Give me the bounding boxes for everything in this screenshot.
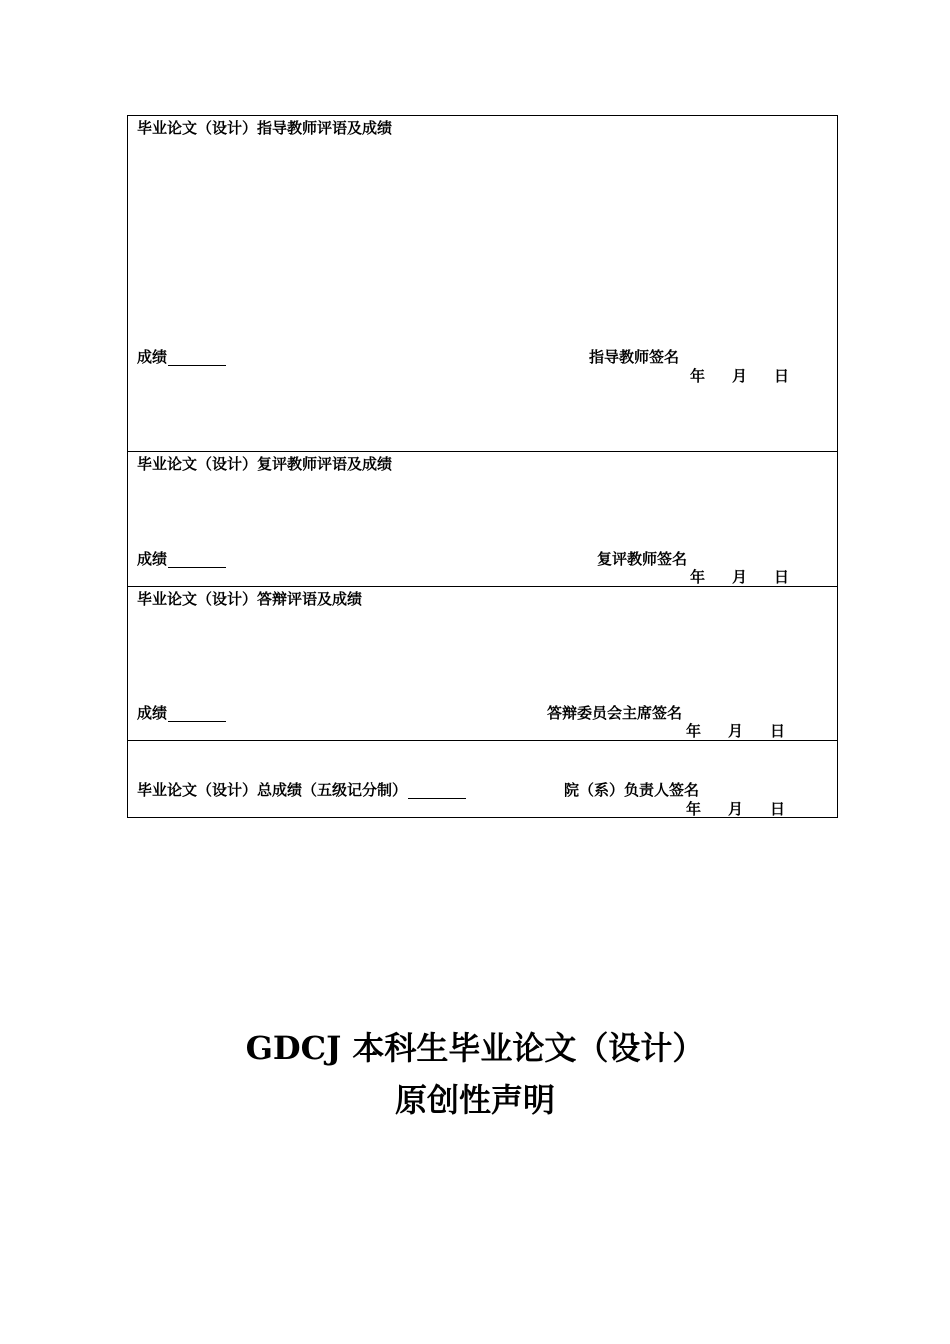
defense-date-year: 年 [686,722,702,740]
defense-grade-label: 成绩 [137,704,168,722]
total-date-row [128,800,837,818]
reviewer-date-day: 日 [774,568,790,586]
advisor-date-day: 日 [774,367,790,385]
evaluation-form-table [127,115,838,818]
advisor-date-month: 月 [732,367,748,385]
advisor-grade-label: 成绩 [137,348,168,366]
reviewer-grade-blank[interactable] [168,553,226,568]
reviewer-date-month: 月 [732,568,748,586]
defense-evaluation-section [128,587,837,741]
total-grade-heading: 毕业论文（设计）总成绩（五级记分制） [137,781,408,799]
total-grade-field[interactable] [137,781,466,799]
defense-grade-blank[interactable] [168,707,226,722]
reviewer-grade-field[interactable] [137,550,226,568]
total-grade-section [128,741,837,817]
advisor-section-heading: 毕业论文（设计）指导教师评语及成绩 [137,119,393,137]
advisor-evaluation-section [128,116,837,452]
reviewer-date-year: 年 [690,568,706,586]
total-date-year: 年 [686,800,702,818]
total-date-month: 月 [728,800,744,818]
total-grade-blank[interactable] [408,784,466,799]
advisor-date-year: 年 [690,367,706,385]
declaration-title-line1: GDCJ 本科生毕业论文（设计） [245,1029,705,1067]
reviewer-evaluation-section [128,452,837,587]
advisor-grade-blank[interactable] [168,351,226,366]
defense-grade-field[interactable] [137,704,226,722]
reviewer-section-heading: 毕业论文（设计）复评教师评语及成绩 [137,455,393,473]
total-date-day: 日 [770,800,786,818]
defense-section-heading: 毕业论文（设计）答辩评语及成绩 [137,590,363,608]
advisor-sign-label: 指导教师签名 [589,348,680,366]
advisor-grade-field[interactable] [137,348,226,366]
defense-date-day: 日 [770,722,786,740]
defense-sign-label: 答辩委员会主席签名 [547,704,683,722]
defense-date-row [128,722,837,742]
reviewer-sign-label: 复评教师签名 [597,550,688,568]
department-head-sign-label: 院（系）负责人签名 [564,781,700,799]
reviewer-grade-label: 成绩 [137,550,168,568]
declaration-title-line2: 原创性声明 [394,1081,555,1119]
defense-date-month: 月 [728,722,744,740]
advisor-date-row [128,367,837,387]
reviewer-date-row [128,568,837,588]
